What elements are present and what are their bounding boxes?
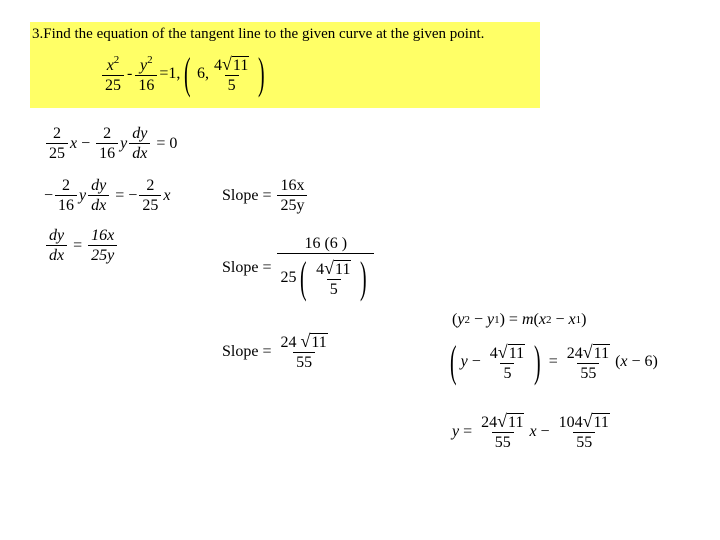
slope-step-1: Slope = $\frac{16x}{25y}$ <box>222 178 309 214</box>
tangent-line-equation: y = $\frac{24√11}{55}$ x − $\frac{104√11}{55}$ <box>452 411 609 451</box>
slope-result: Slope = $\frac{24 √11}{55}$ <box>222 331 327 371</box>
slope-step-2: Slope = 16 (6 ) 25 ( $\frac{4√11}{5}$ ) <box>222 236 376 300</box>
tangent-line-substitution: ( y − $\frac{4√11}{5}$ ) = $\frac{24√11}{55}$ ( x − 6 ) <box>450 337 658 386</box>
problem-title: 3.Find the equation of the tangent line to the given curve at the given point. <box>32 26 485 42</box>
y-squared-fraction: $\frac{y^2}{16}$ <box>135 55 157 94</box>
point-y-fraction: $\frac{4√11}{5}$ <box>214 53 249 94</box>
derivative-step-2: − $\frac{2}{16}$ y $\frac{dy}{dx}$ = − $\frac{2}{25}$ x <box>44 177 171 214</box>
derivative-step-3: $\frac{dy}{dx}$ = $\frac{16x}{25y}$ <box>44 228 119 264</box>
point-slope-formula: ( y 2 − y 1 ) = m ( x 2 − x 1 ) <box>452 311 587 328</box>
x-squared-fraction: $\frac{x^2}{25}$ <box>102 55 124 94</box>
problem-equation: $\frac{x^2}{25}$ - $\frac{y^2}{16}$ =1, ( 6, $\frac{4√11}{5}$ ) <box>100 52 269 96</box>
derivative-step-1: $\frac{2}{25}$ x − $\frac{2}{16}$ y $\frac{dy}{dx}$ = 0 <box>44 126 177 162</box>
